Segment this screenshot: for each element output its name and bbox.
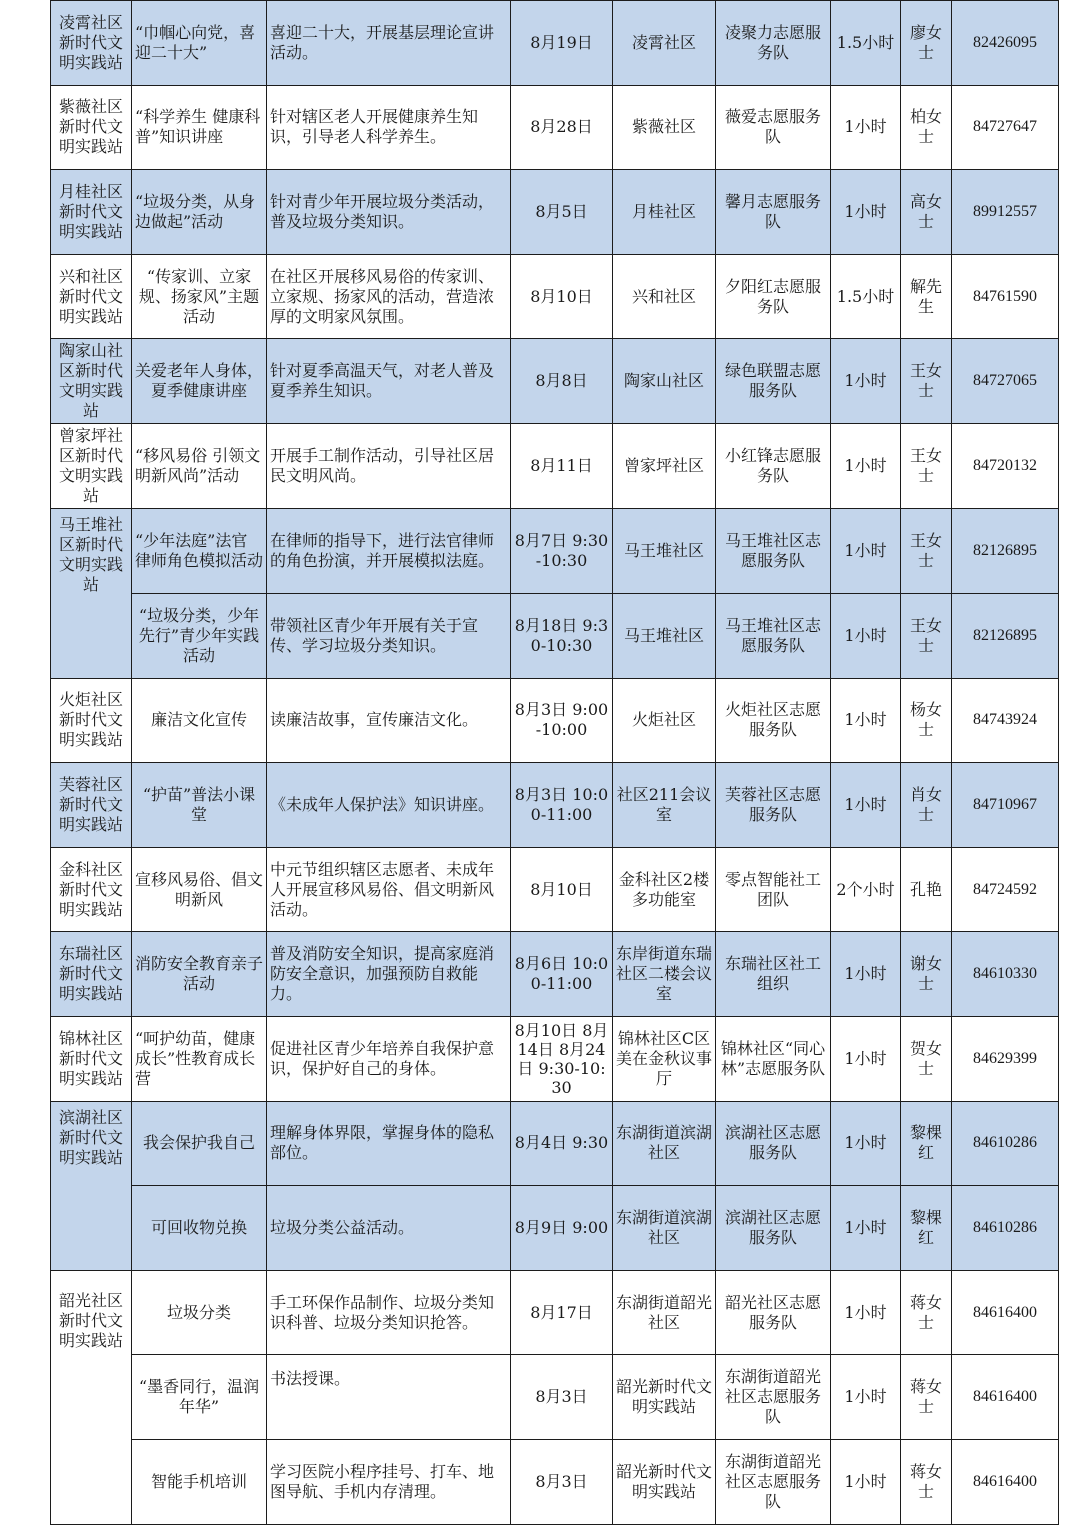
activity-time: 8月3日 (511, 1355, 613, 1440)
activity-duration: 1小时 (831, 85, 901, 170)
table-row (51, 424, 1059, 509)
activity-location: 韶光新时代文明实践站 (613, 1439, 716, 1524)
activity-location: 社区211会议室 (613, 763, 716, 848)
volunteer-team: 火炬社区志愿服务队 (716, 678, 831, 763)
contact-phone: 84761590 (952, 254, 1059, 339)
activity-duration: 1小时 (831, 678, 901, 763)
activity-name: 我会保护我自己 (132, 1101, 267, 1186)
table-row (51, 254, 1059, 339)
activity-name: 关爱老年人身体，夏季健康讲座 (132, 339, 267, 424)
activity-time: 8月3日 10:00-11:00 (511, 763, 613, 848)
activity-duration: 1小时 (831, 170, 901, 255)
volunteer-team: 小红锋志愿服务队 (716, 424, 831, 509)
table-row (51, 763, 1059, 848)
contact-person: 王女士 (901, 424, 952, 509)
contact-person: 王女士 (901, 339, 952, 424)
contact-person: 王女士 (901, 509, 952, 594)
activity-name: 垃圾分类 (132, 1270, 267, 1355)
activity-content: 中元节组织辖区志愿者、未成年人开展宣移风易俗、倡文明新风活动。 (267, 847, 511, 932)
table-row (51, 509, 1059, 594)
activity-location: 锦林社区C区美在金秋议事厅 (613, 1016, 716, 1101)
station-name: 韶光社区新时代文明实践站 (51, 1270, 132, 1524)
volunteer-team: 馨月志愿服务队 (716, 170, 831, 255)
activity-time: 8月10日 (511, 254, 613, 339)
volunteer-team: 凌聚力志愿服务队 (716, 1, 831, 86)
volunteer-team: 滨湖社区志愿服务队 (716, 1101, 831, 1186)
activity-name: 可回收物兑换 (132, 1186, 267, 1271)
table-row (51, 339, 1059, 424)
activity-time: 8月6日 10:00-11:00 (511, 932, 613, 1017)
activity-duration: 1.5小时 (831, 254, 901, 339)
activity-name: 廉洁文化宣传 (132, 678, 267, 763)
contact-person: 高女士 (901, 170, 952, 255)
station-name: 兴和社区新时代文明实践站 (51, 254, 132, 339)
activity-time: 8月8日 (511, 339, 613, 424)
activity-content: 喜迎二十大，开展基层理论宣讲活动。 (267, 1, 511, 86)
activity-location: 紫薇社区 (613, 85, 716, 170)
volunteer-team: 芙蓉社区志愿服务队 (716, 763, 831, 848)
activity-location: 东湖街道滨湖社区 (613, 1101, 716, 1186)
contact-person: 柏女士 (901, 85, 952, 170)
table-row (51, 1270, 1059, 1355)
table-row (51, 1355, 1059, 1440)
volunteer-team: 马王堆社区志愿服务队 (716, 509, 831, 594)
activity-content: 开展手工制作活动，引导社区居民文明风尚。 (267, 424, 511, 509)
activity-time: 8月19日 (511, 1, 613, 86)
table-row (51, 1439, 1059, 1524)
activity-location: 凌霄社区 (613, 1, 716, 86)
activity-content: 《未成年人保护法》知识讲座。 (267, 763, 511, 848)
station-name: 金科社区新时代文明实践站 (51, 847, 132, 932)
table-row (51, 1101, 1059, 1186)
table-row (51, 170, 1059, 255)
contact-phone: 84720132 (952, 424, 1059, 509)
contact-phone: 84724592 (952, 847, 1059, 932)
activity-location: 马王堆社区 (613, 509, 716, 594)
activity-duration: 1小时 (831, 763, 901, 848)
activity-location: 兴和社区 (613, 254, 716, 339)
activity-content: 针对青少年开展垃圾分类活动，普及垃圾分类知识。 (267, 170, 511, 255)
activity-name: “移风易俗 引领文明新风尚”活动 (132, 424, 267, 509)
contact-phone: 84727647 (952, 85, 1059, 170)
table-row (51, 1016, 1059, 1101)
contact-phone: 84616400 (952, 1270, 1059, 1355)
activity-content: 垃圾分类公益活动。 (267, 1186, 511, 1271)
activity-name: “垃圾分类，少年先行”青少年实践活动 (132, 593, 267, 678)
activity-location: 陶家山社区 (613, 339, 716, 424)
contact-phone: 82126895 (952, 593, 1059, 678)
activity-name: 智能手机培训 (132, 1439, 267, 1524)
contact-phone: 82126895 (952, 509, 1059, 594)
contact-person: 孔艳 (901, 847, 952, 932)
contact-phone: 84629399 (952, 1016, 1059, 1101)
activity-time: 8月3日 (511, 1439, 613, 1524)
contact-person: 肖女士 (901, 763, 952, 848)
volunteer-team: 夕阳红志愿服务队 (716, 254, 831, 339)
volunteer-team: 薇爱志愿服务队 (716, 85, 831, 170)
activity-duration: 2个小时 (831, 847, 901, 932)
activity-duration: 1.5小时 (831, 1, 901, 86)
contact-phone: 82426095 (952, 1, 1059, 86)
activity-content: 促进社区青少年培养自我保护意识，保护好自己的身体。 (267, 1016, 511, 1101)
station-name: 滨湖社区新时代文明实践站 (51, 1101, 132, 1270)
activity-time: 8月3日 9:00-10:00 (511, 678, 613, 763)
contact-person: 杨女士 (901, 678, 952, 763)
activity-time: 8月18日 9:30-10:30 (511, 593, 613, 678)
activity-name: “巾帼心向党，喜迎二十大” (132, 1, 267, 86)
activity-time: 8月17日 (511, 1270, 613, 1355)
volunteer-team: 东瑞社区社工组织 (716, 932, 831, 1017)
activity-content: 针对夏季高温天气，对老人普及夏季养生知识。 (267, 339, 511, 424)
activity-name: “垃圾分类，从身边做起”活动 (132, 170, 267, 255)
activity-name: “传家训、立家规、扬家风”主题活动 (132, 254, 267, 339)
volunteer-team: 滨湖社区志愿服务队 (716, 1186, 831, 1271)
contact-person: 黎棵红 (901, 1101, 952, 1186)
activity-content: 读廉洁故事，宣传廉洁文化。 (267, 678, 511, 763)
activity-location: 韶光新时代文明实践站 (613, 1355, 716, 1440)
contact-phone: 84610330 (952, 932, 1059, 1017)
contact-person: 廖女士 (901, 1, 952, 86)
activity-time: 8月10日 (511, 847, 613, 932)
activity-duration: 1小时 (831, 1355, 901, 1440)
activity-location: 东湖街道韶光社区 (613, 1270, 716, 1355)
volunteer-team: 韶光社区志愿服务队 (716, 1270, 831, 1355)
activity-content: 学习医院小程序挂号、打车、地图导航、手机内存清理。 (267, 1439, 511, 1524)
volunteer-team: 零点智能社工团队 (716, 847, 831, 932)
activity-time: 8月28日 (511, 85, 613, 170)
contact-person: 黎棵红 (901, 1186, 952, 1271)
station-name: 陶家山社区新时代文明实践站 (51, 339, 132, 424)
activity-duration: 1小时 (831, 1439, 901, 1524)
activity-duration: 1小时 (831, 1016, 901, 1101)
activity-location: 金科社区2楼多功能室 (613, 847, 716, 932)
activity-name: “墨香同行，温润年华” (132, 1355, 267, 1440)
activity-location: 东岸街道东瑞社区二楼会议室 (613, 932, 716, 1017)
station-name: 凌霄社区新时代文明实践站 (51, 1, 132, 86)
activity-content: 理解身体界限，掌握身体的隐私部位。 (267, 1101, 511, 1186)
volunteer-team: 锦林社区“同心林”志愿服务队 (716, 1016, 831, 1101)
station-name: 东瑞社区新时代文明实践站 (51, 932, 132, 1017)
table-row (51, 1186, 1059, 1271)
contact-phone: 84616400 (952, 1355, 1059, 1440)
activity-name: 宣移风易俗、倡文明新风 (132, 847, 267, 932)
contact-phone: 84743924 (952, 678, 1059, 763)
activity-content: 书法授课。 (267, 1355, 511, 1440)
contact-phone: 89912557 (952, 170, 1059, 255)
activity-content: 带领社区青少年开展有关于宣传、学习垃圾分类知识。 (267, 593, 511, 678)
activity-name: “护苗”普法小课堂 (132, 763, 267, 848)
contact-phone: 84610286 (952, 1186, 1059, 1271)
table-row (51, 85, 1059, 170)
contact-person: 贺女士 (901, 1016, 952, 1101)
volunteer-team: 绿色联盟志愿服务队 (716, 339, 831, 424)
activity-duration: 1小时 (831, 339, 901, 424)
activity-duration: 1小时 (831, 1101, 901, 1186)
activity-time: 8月7日 9:30-10:30 (511, 509, 613, 594)
contact-person: 王女士 (901, 593, 952, 678)
activity-content: 手工环保作品制作、垃圾分类知识科普、垃圾分类知识抢答。 (267, 1270, 511, 1355)
activity-time: 8月5日 (511, 170, 613, 255)
activity-location: 曾家坪社区 (613, 424, 716, 509)
contact-phone: 84610286 (952, 1101, 1059, 1186)
activity-duration: 1小时 (831, 424, 901, 509)
activity-time: 8月10日 8月14日 8月24日 9:30-10:30 (511, 1016, 613, 1101)
contact-person: 解先生 (901, 254, 952, 339)
activity-content: 针对辖区老人开展健康养生知识，引导老人科学养生。 (267, 85, 511, 170)
activity-duration: 1小时 (831, 509, 901, 594)
activity-name: “科学养生 健康科普”知识讲座 (132, 85, 267, 170)
station-name: 紫薇社区新时代文明实践站 (51, 85, 132, 170)
volunteer-team: 马王堆社区志愿服务队 (716, 593, 831, 678)
station-name: 曾家坪社区新时代文明实践站 (51, 424, 132, 509)
table-row (51, 1, 1059, 86)
activity-duration: 1小时 (831, 593, 901, 678)
table-row (51, 678, 1059, 763)
station-name: 芙蓉社区新时代文明实践站 (51, 763, 132, 848)
volunteer-team: 东湖街道韶光社区志愿服务队 (716, 1439, 831, 1524)
contact-person: 蒋女士 (901, 1439, 952, 1524)
activity-name: “呵护幼苗，健康成长”性教育成长营 (132, 1016, 267, 1101)
contact-person: 蒋女士 (901, 1355, 952, 1440)
table-row (51, 847, 1059, 932)
station-name: 锦林社区新时代文明实践站 (51, 1016, 132, 1101)
volunteer-team: 东湖街道韶光社区志愿服务队 (716, 1355, 831, 1440)
station-name: 月桂社区新时代文明实践站 (51, 170, 132, 255)
activity-duration: 1小时 (831, 1270, 901, 1355)
activity-time: 8月11日 (511, 424, 613, 509)
table-row (51, 932, 1059, 1017)
activity-content: 在社区开展移风易俗的传家训、立家规、扬家风的活动，营造浓厚的文明家风氛围。 (267, 254, 511, 339)
activity-location: 马王堆社区 (613, 593, 716, 678)
station-name: 火炬社区新时代文明实践站 (51, 678, 132, 763)
activity-time: 8月4日 9:30 (511, 1101, 613, 1186)
activity-name: “少年法庭”法官律师角色模拟活动 (132, 509, 267, 594)
activity-location: 月桂社区 (613, 170, 716, 255)
activity-duration: 1小时 (831, 932, 901, 1017)
contact-person: 谢女士 (901, 932, 952, 1017)
contact-phone: 84616400 (952, 1439, 1059, 1524)
activity-content: 在律师的指导下，进行法官律师的角色扮演，并开展模拟法庭。 (267, 509, 511, 594)
activity-time: 8月9日 9:00 (511, 1186, 613, 1271)
contact-phone: 84727065 (952, 339, 1059, 424)
activity-schedule-table (50, 0, 1059, 1525)
contact-person: 蒋女士 (901, 1270, 952, 1355)
table-row (51, 593, 1059, 678)
activity-duration: 1小时 (831, 1186, 901, 1271)
activity-content: 普及消防安全知识，提高家庭消防安全意识，加强预防自救能力。 (267, 932, 511, 1017)
activity-location: 东湖街道滨湖社区 (613, 1186, 716, 1271)
contact-phone: 84710967 (952, 763, 1059, 848)
activity-name: 消防安全教育亲子活动 (132, 932, 267, 1017)
station-name: 马王堆社区新时代文明实践站 (51, 509, 132, 678)
activity-location: 火炬社区 (613, 678, 716, 763)
